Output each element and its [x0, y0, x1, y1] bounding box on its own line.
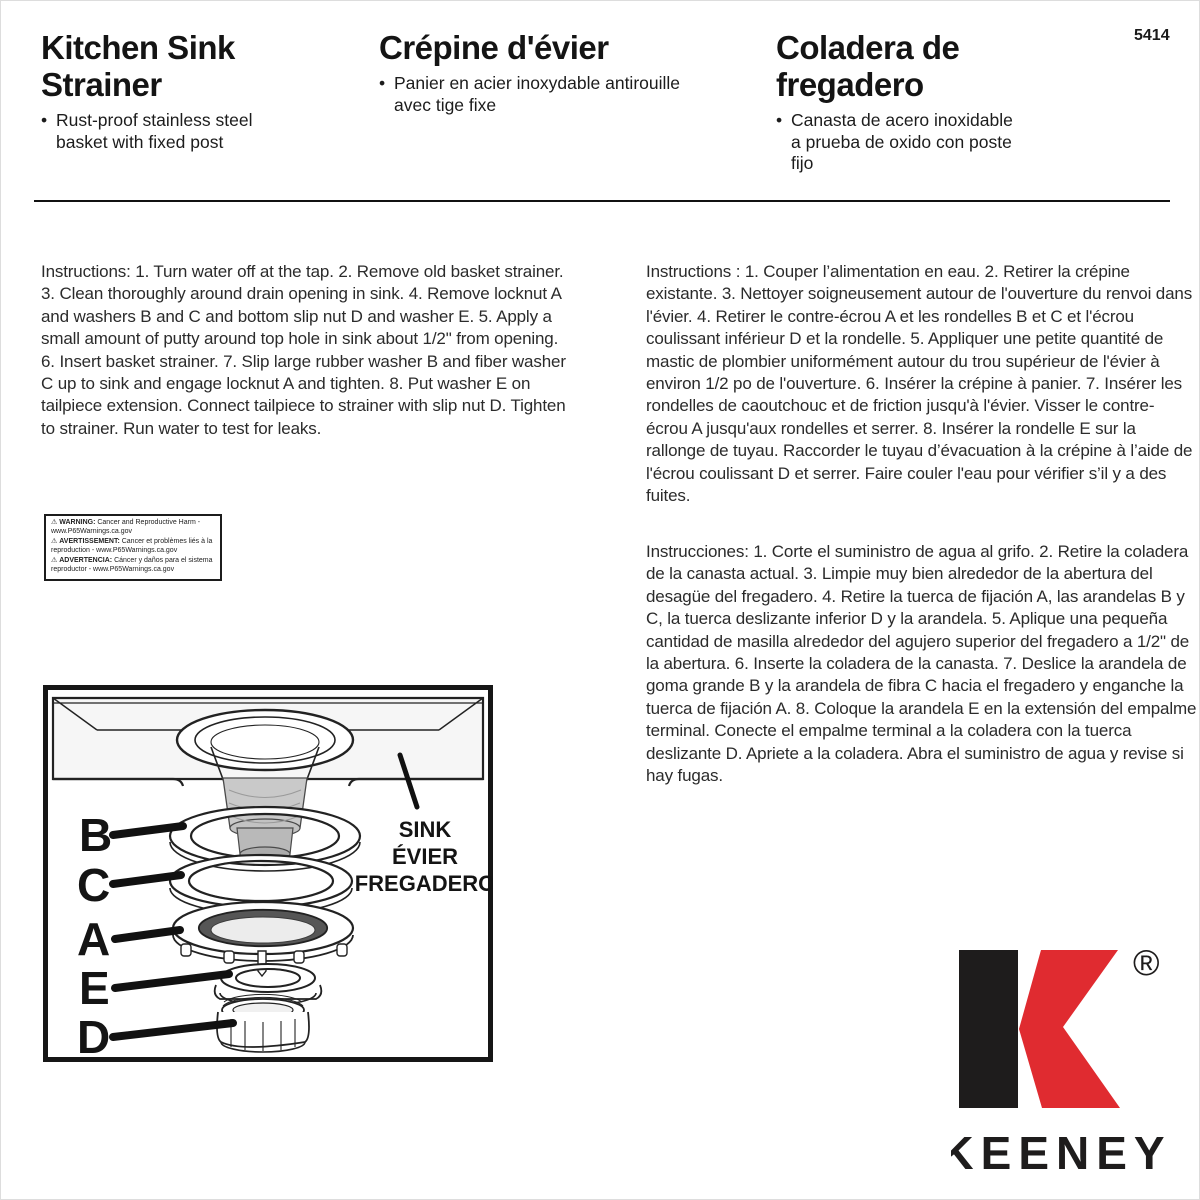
- sink-label-fr: ÉVIER: [391, 844, 459, 869]
- instructions-spanish: Instrucciones: 1. Corte el suministro de agua al grifo. 2. Retire la coladera de la canasta actual. 3. Limpie muy bien alrededor de la abertura del desagüe del fregadero. 4. Retire la tuerca de fijación A, las arandelas B y C, la tuerca deslizante inferior D y la arandela. 5. Aplique una pequeña cantidad de masilla alrededor del agujero superior del fregadero a 1/2" de la abertura. 6. Inserte la coladera de la canasta. 7. Deslice la arandela de goma grande B y la arandela de fibra C hacia el fregadero y enganche la tuerca de fijación A. 8. Coloque la arandela E en la extensión del empalme terminal. Conecte el empalme terminal a la coladera con la tuerca deslizante D. Apriete a la coladera. Abra el suministro de agua y revise si hay fugas.: [646, 542, 1197, 786]
- diagram-svg: [43, 685, 493, 1062]
- header-english: [41, 29, 276, 153]
- label-d: D: [77, 1011, 111, 1062]
- title-french: Crépine d'évier: [379, 29, 609, 66]
- header-spanish: [776, 29, 1026, 175]
- keeney-logo: [951, 941, 1176, 1176]
- bullet-icon: •: [776, 110, 783, 130]
- warning-label-es: ADVERTENCIA:: [59, 557, 113, 565]
- warning-label-fr: AVERTISSEMENT:: [59, 538, 120, 546]
- warning-triangle-icon: ⚠: [51, 519, 58, 526]
- sink-label-es: FREGADERO: [354, 871, 493, 896]
- feature-text-english: Rust-proof stainless steel basket with fixed post: [56, 110, 253, 152]
- strainer-exploded-diagram: [43, 685, 493, 1062]
- label-c: C: [77, 859, 111, 911]
- header-divider: [34, 200, 1170, 202]
- title-english: Kitchen Sink Strainer: [41, 29, 235, 103]
- logo-k-stem: [959, 950, 1018, 1108]
- keeney-logo-svg: [951, 941, 1176, 1176]
- feature-bullet-french: [379, 73, 709, 116]
- feature-text-spanish: Canasta de acero inoxidable a prueba de oxido con poste fijo: [791, 110, 1013, 173]
- label-e: E: [79, 962, 110, 1014]
- warning-label-en: WARNING:: [59, 519, 96, 526]
- warning-line-fr: [51, 538, 215, 555]
- prop65-warning-box: [44, 514, 222, 581]
- bullet-icon: •: [41, 110, 48, 130]
- warning-line-en: [51, 519, 215, 536]
- feature-text-french: Panier en acier inoxydable antirouille avec tige fixe: [394, 73, 681, 115]
- model-number: 5414: [1134, 27, 1170, 44]
- warning-triangle-icon: ⚠: [51, 538, 58, 546]
- brand-wordmark: KEENEY: [951, 1127, 1172, 1176]
- part-letters: [77, 809, 112, 1062]
- header-french: [379, 29, 709, 116]
- logo-k-chevron: [1019, 950, 1120, 1108]
- warning-text-es: Cáncer y daños para el sistema reproductor - www.P65Warnings.ca.gov: [51, 557, 213, 573]
- feature-bullet-spanish: [776, 110, 1026, 175]
- sink-label-en: SINK: [398, 817, 452, 842]
- warning-line-es: [51, 557, 215, 574]
- warning-text-fr: Cancer et problèmes liés à la reproduction - www.P65Warnings.ca.gov: [51, 538, 213, 554]
- feature-bullet-english: [41, 110, 276, 153]
- bullet-icon: •: [379, 73, 386, 93]
- registered-trademark-icon: ®: [1133, 942, 1160, 983]
- warning-triangle-icon: ⚠: [51, 557, 58, 565]
- label-a: A: [77, 913, 111, 965]
- title-spanish: Coladera de fregadero: [776, 29, 960, 103]
- label-b: B: [79, 809, 113, 861]
- instructions-english: Instructions: 1. Turn water off at the tap. 2. Remove old basket strainer. 3. Clean thoroughly around drain opening in sink. 4. Remove locknut A and washers B and C and bottom slip nut D and washer E. 5. Apply a small amount of putty around top hole in sink about 1/2" from opening. 6. Insert basket strainer. 7. Slip large rubber washer B and fiber washer C up to sink and engage locknut A and tighten. 8. Put washer E on tailpiece extension. Connect tailpiece to strainer with slip nut D. Tighten to strainer. Run water to test for leaks.: [41, 262, 566, 438]
- warning-text-en: Cancer and Reproductive Harm - www.P65Warnings.ca.gov: [51, 519, 201, 535]
- instructions-french: Instructions : 1. Couper l’alimentation en eau. 2. Retirer la crépine existante. 3. Nettoyer soigneusement autour de l'ouverture du renvoi dans l'évier. 4. Retirer le contre-écrou A et les rondelles B et C et l'écrou coulissant inférieur D et la rondelle. 5. Appliquer une petite quantité de mastic de plombier uniformément autour du trou supérieur de l'évier à environ 1/2 po de l'ouverture. 6. Insérer la crépine à panier. 7. Insérer les rondelles de caoutchouc et de friction jusqu'à l'évier. Visser le contre-écrou A jusqu'aux rondelles et serrer. 8. Insérer la rondelle E sur la rallonge de tuyau. Raccorder le tuyau d’évacuation à la crépine à l’aide de l'écrou coulissant D et serrer. Faire couler l'eau pour vérifier s’il y a des fuites.: [646, 262, 1193, 506]
